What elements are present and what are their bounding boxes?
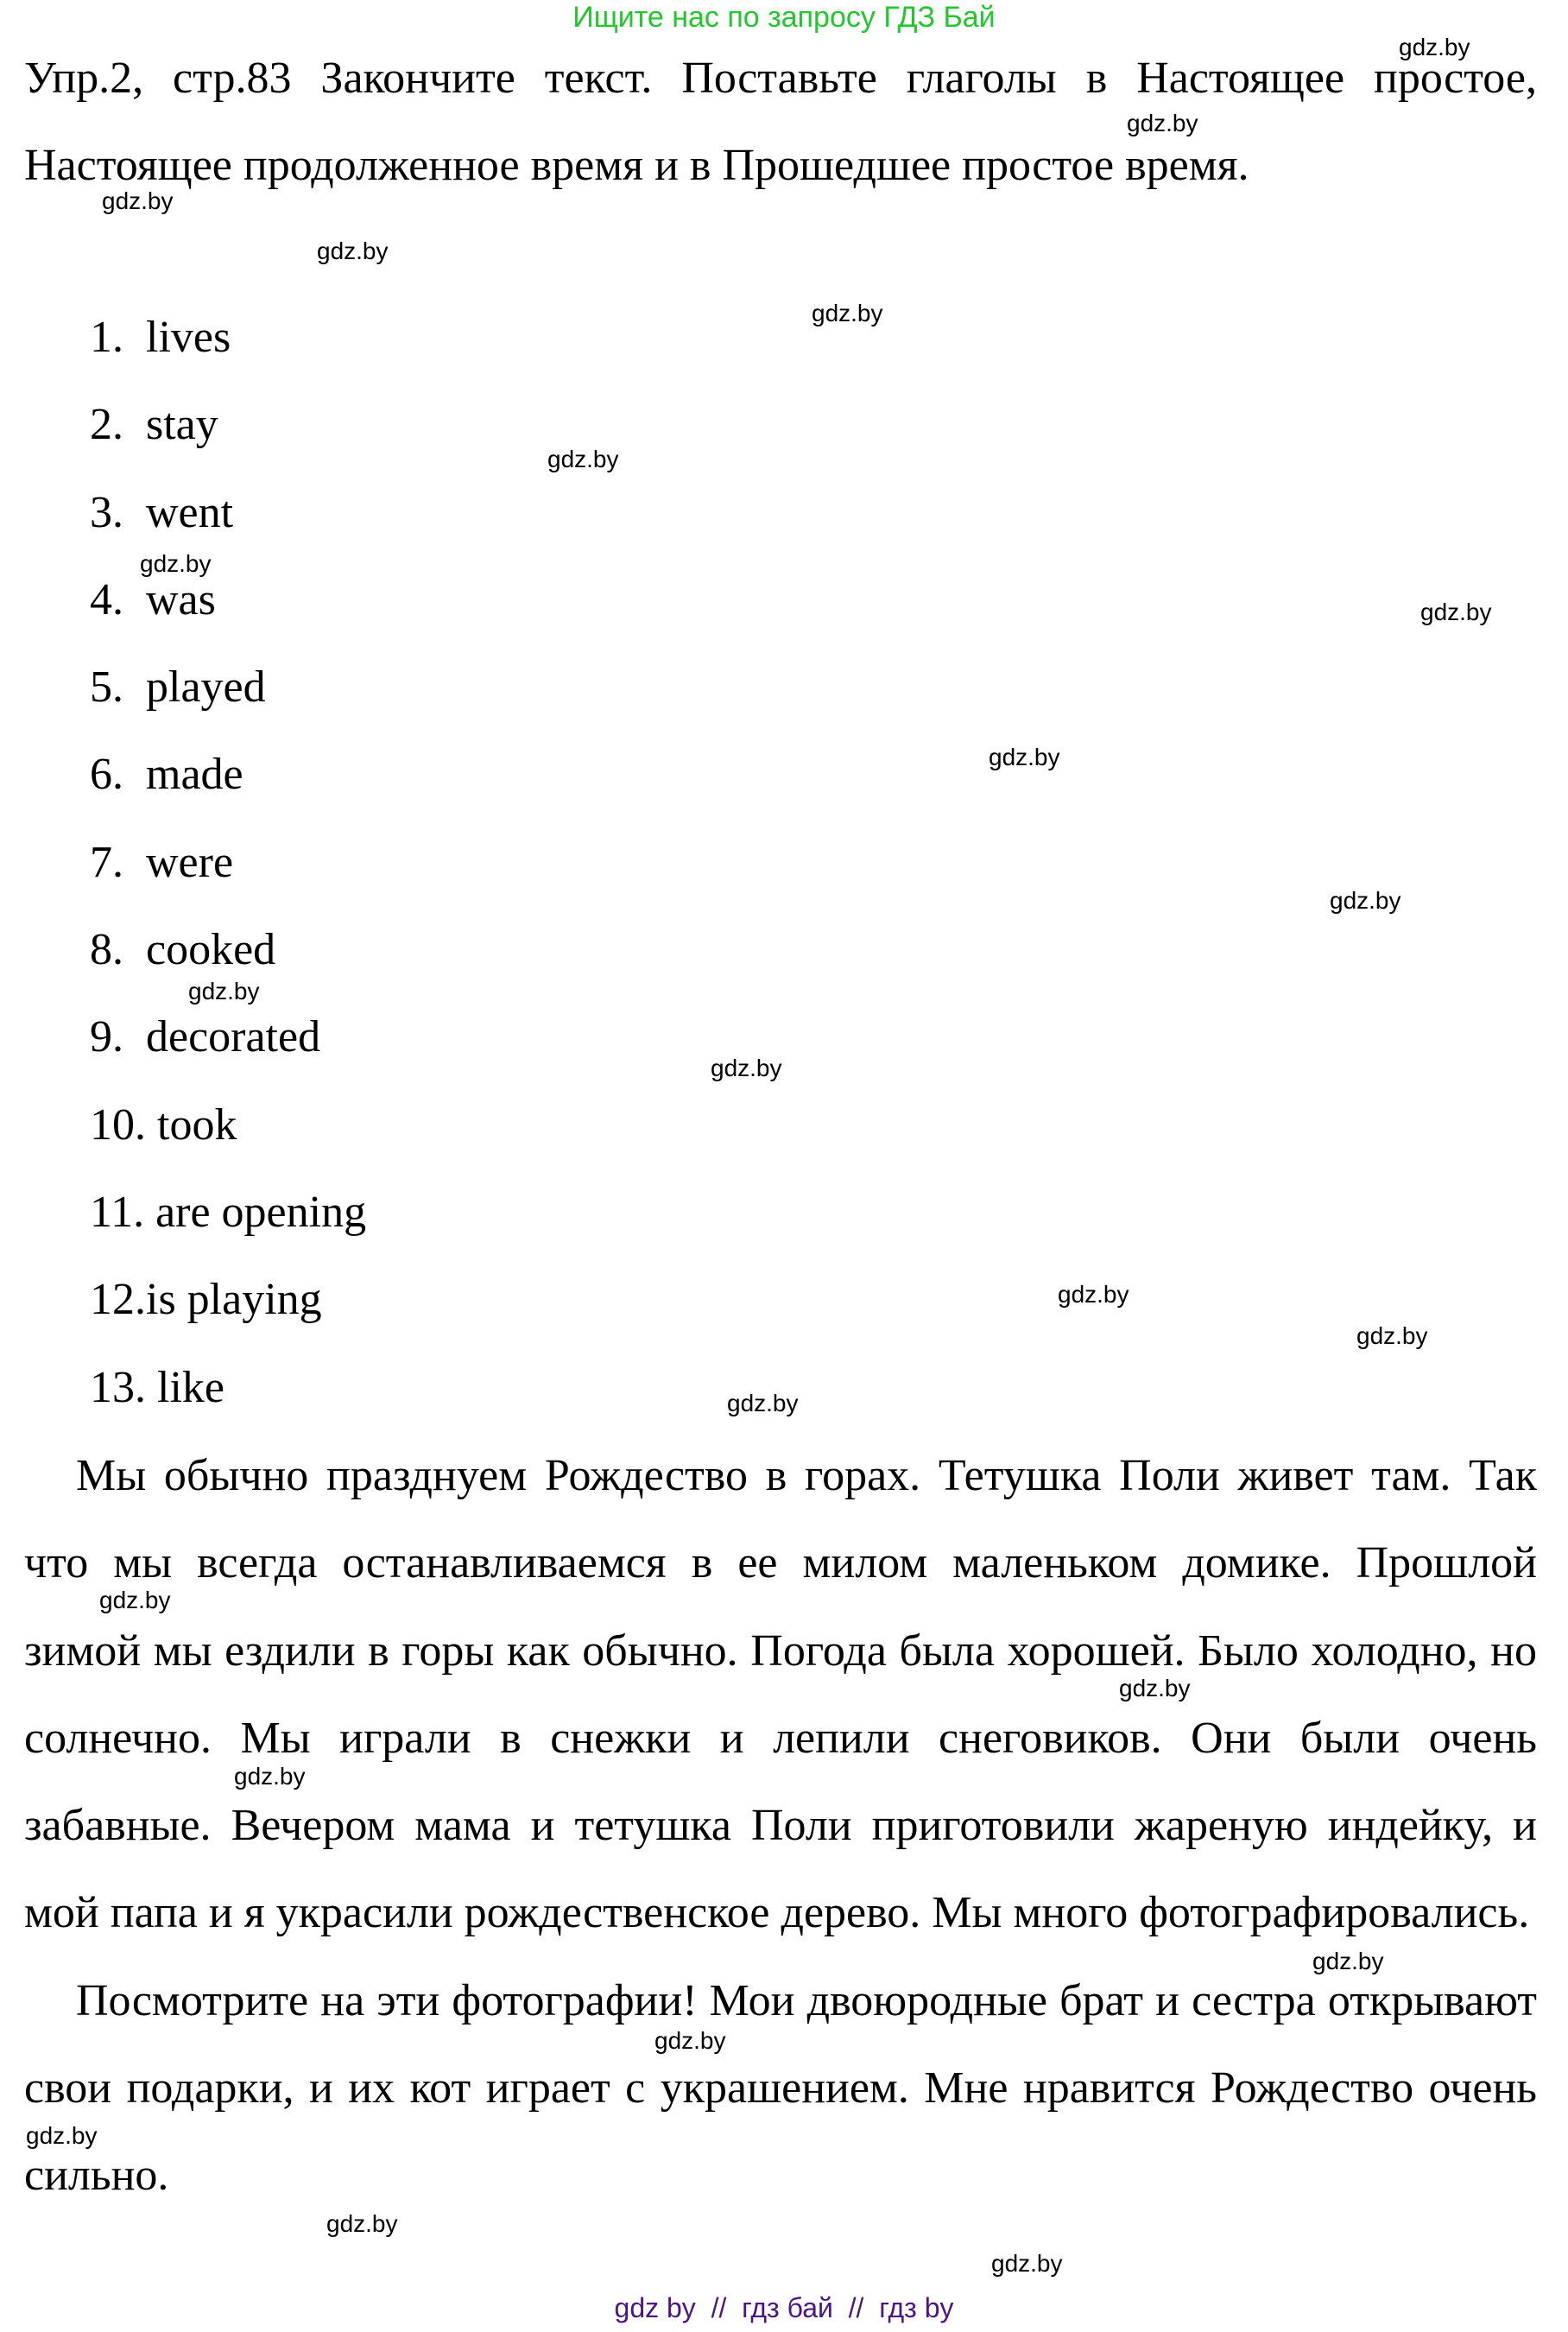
watermark: gdz.by <box>26 2122 98 2149</box>
watermark: gdz.by <box>99 1587 171 1613</box>
watermark: gdz.by <box>654 2027 726 2054</box>
watermark: gdz.by <box>140 550 212 577</box>
watermark: gdz.by <box>326 2210 398 2237</box>
watermark: gdz.by <box>989 744 1060 770</box>
answer-item: 13. like <box>90 1362 224 1412</box>
watermark: gdz.by <box>991 2250 1063 2277</box>
answer-item: 7. were <box>90 837 234 887</box>
watermark: gdz.by <box>188 978 260 1004</box>
footer-links: gdz by // гдз бай // гдз by <box>614 2292 954 2323</box>
watermark: gdz.by <box>1399 34 1470 60</box>
answer-item: 2. stay <box>90 400 218 450</box>
translation-paragraph: Мы обычно празднуем Рождество в горах. Тетушка Поли живет там. Так что мы всегда останавливаемся в ее милом маленьком домике. Прошлой зимой мы ездили в горы как обычно. Погода была хорошей. Было холодно, но солнечно. Мы играли в снежки и лепили снеговиков. Они были очень забавные. Вечером мама и тетушка Поли приготовили жареную индейку, и мой папа и я украсили рождественское дерево. Мы много фотографировались. <box>24 1451 1537 1938</box>
answer-item: 4. was <box>90 574 216 624</box>
answer-item: 3. went <box>90 487 234 537</box>
watermark: gdz.by <box>317 238 389 264</box>
watermark: gdz.by <box>1119 1675 1191 1701</box>
task-heading: Упр.2, стр.83 Закончите текст. Поставьте глаголы в Настоящее простое, Настоящее продолженное время и в Прошедшее простое время. <box>24 54 1537 190</box>
watermark: gdz.by <box>711 1055 782 1081</box>
answer-item: 6. made <box>90 750 243 800</box>
watermark: gdz.by <box>1312 1948 1384 1974</box>
watermark: gdz.by <box>234 1763 306 1790</box>
answer-list <box>90 294 366 1431</box>
translation-text <box>24 1432 1537 2220</box>
answer-item: 8. cooked <box>90 925 276 975</box>
answer-item: 12.is playing <box>90 1275 322 1325</box>
watermark: gdz.by <box>547 446 619 472</box>
answer-item: 11. are opening <box>90 1187 367 1237</box>
watermark: gdz.by <box>1356 1322 1428 1349</box>
answer-item: 1. lives <box>90 313 231 362</box>
search-banner: Ищите нас по запросу ГДЗ Бай <box>572 1 996 34</box>
watermark: gdz.by <box>1420 599 1492 625</box>
watermark: gdz.by <box>1127 110 1198 136</box>
answer-item: 9. decorated <box>90 1012 321 1062</box>
answer-item: 10. took <box>90 1099 237 1150</box>
watermark: gdz.by <box>1330 887 1401 914</box>
watermark: gdz.by <box>1058 1281 1129 1308</box>
answer-item: 5. played <box>90 662 266 713</box>
watermark: gdz.by <box>102 187 174 214</box>
watermark: gdz.by <box>727 1390 799 1416</box>
watermark: gdz.by <box>812 300 883 326</box>
translation-paragraph: Посмотрите на эти фотографии! Мои двоюродные брат и сестра открывают свои подарки, и их кот играет с украшением. Мне нравится Рождество очень сильно. <box>24 1975 1537 2201</box>
